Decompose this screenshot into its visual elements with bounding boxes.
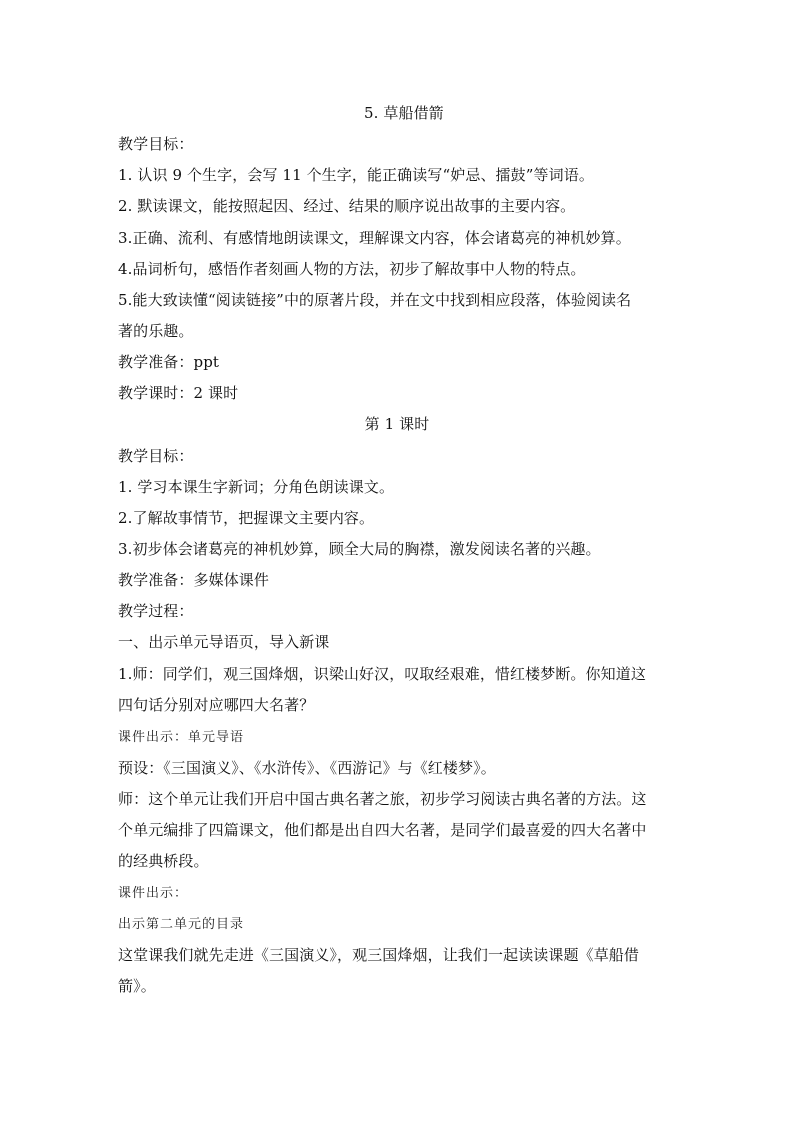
closing-line: 这堂课我们就先走进《三国演义》，观三国烽烟，让我们一起读读课题《草船借 xyxy=(118,946,640,964)
objective-line: 2. 默读课文，能按照起因、经过、结果的顺序说出故事的主要内容。 xyxy=(118,197,576,215)
process-line: 1.师：同学们，观三国烽烟，识梁山好汉，叹取经艰难，惜红楼梦断。你知道这 xyxy=(118,665,646,683)
section-heading: 教学目标： xyxy=(118,447,194,465)
teacher-line-continuation: 的经典桥段。 xyxy=(118,852,209,870)
preparation-line: 教学准备：ppt xyxy=(118,353,220,371)
objective-line: 4.品词析句，感悟作者刻画人物的方法，初步了解故事中人物的特点。 xyxy=(118,260,586,278)
teacher-line: 师：这个单元让我们开启中国古典名著之旅，初步学习阅读古典名著的方法。这 xyxy=(118,790,647,808)
courseware-label: 课件出示： xyxy=(118,885,189,900)
process-heading: 教学过程： xyxy=(118,602,194,620)
preset-answer: 预设：《三国演义》、《水浒传》、《西游记》与《红楼梦》。 xyxy=(118,759,496,777)
closing-line-continuation: 箭》。 xyxy=(118,977,156,995)
objective-line: 5.能大致读懂“阅读链接”中的原著片段，并在文中找到相应段落，体验阅读名 xyxy=(118,291,632,309)
courseware-content: 出示第二单元的目录 xyxy=(118,916,245,931)
lesson-heading: 第 1 课时 xyxy=(364,415,430,433)
objective-line: 3.初步体会诸葛亮的神机妙算，顾全大局的胸襟，激发阅读名著的兴趣。 xyxy=(118,540,601,558)
teacher-line-continuation: 个单元编排了四篇课文，他们都是出自四大名著，是同学们最喜爱的四大名著中 xyxy=(118,821,647,839)
objective-line: 1. 认识 9 个生字，会写 11 个生字，能正确读写“妒忌、擂鼓”等词语。 xyxy=(118,166,594,184)
objective-line: 2.了解故事情节，把握课文主要内容。 xyxy=(118,509,375,527)
courseware-label: 课件出示：单元导语 xyxy=(118,729,245,744)
document-title: 5. 草船借箭 xyxy=(364,104,444,122)
objective-line-continuation: 著的乐趣。 xyxy=(118,322,194,340)
process-step-heading: 一、出示单元导语页，导入新课 xyxy=(118,633,330,651)
objective-line: 1. 学习本课生字新词；分角色朗读课文。 xyxy=(118,478,395,496)
process-line-continuation: 四句话分别对应哪四大名著？ xyxy=(118,696,315,714)
section-heading: 教学目标： xyxy=(118,135,194,153)
preparation-line: 教学准备：多媒体课件 xyxy=(118,571,270,589)
objective-line: 3.正确、流利、有感情地朗读课文，理解课文内容，体会诸葛亮的神机妙算。 xyxy=(118,229,631,247)
lesson-hours-line: 教学课时：2 课时 xyxy=(118,384,239,402)
